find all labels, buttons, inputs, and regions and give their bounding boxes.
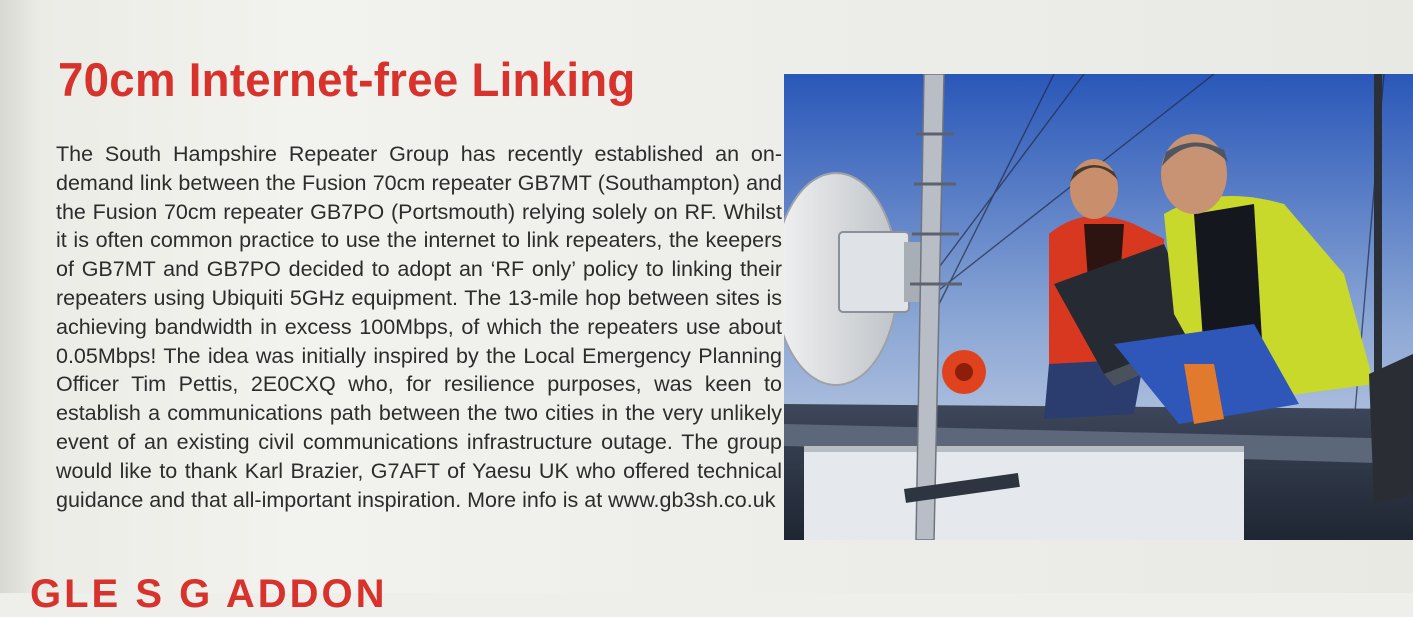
radio-unit <box>839 232 909 312</box>
article-photo-rooftop-antenna <box>784 74 1413 540</box>
next-article-headline-cut-off: GLE S G ADDON <box>30 572 388 616</box>
building-wall <box>804 446 1244 540</box>
photo-illustration <box>784 74 1413 540</box>
article-body: The South Hampshire Repeater Group has recently established an on-demand link between the Fusion 70cm repeater GB7MT (Southampton) and the Fusion 70cm repeater GB7PO (Portsmouth) relying solely on RF. Whilst it is often common practice to use the internet to link repeaters, the keepers of GB7MT and GB7PO decided to adopt an ‘RF only’ policy to linking their repeaters using Ubiquiti 5GHz equipment. The 13-mile hop between sites is achieving bandwidth in excess 100Mbps, of which the repeaters use about 0.05Mbps! The idea was initially inspired by the Local Emergency Planning Officer Tim Pettis, 2E0CXQ who, for resilience purposes, was keen to establish a communications path between the two cities in the very unlikely event of an existing civil communications infrastructure outage. The group would like to thank Karl Brazier, G7AFT of Yaesu UK who offered technical guidance and that all-important inspiration. More info is at www.gb3sh.co.uk <box>56 142 782 512</box>
article-headline: 70cm Internet-free Linking <box>58 53 636 106</box>
